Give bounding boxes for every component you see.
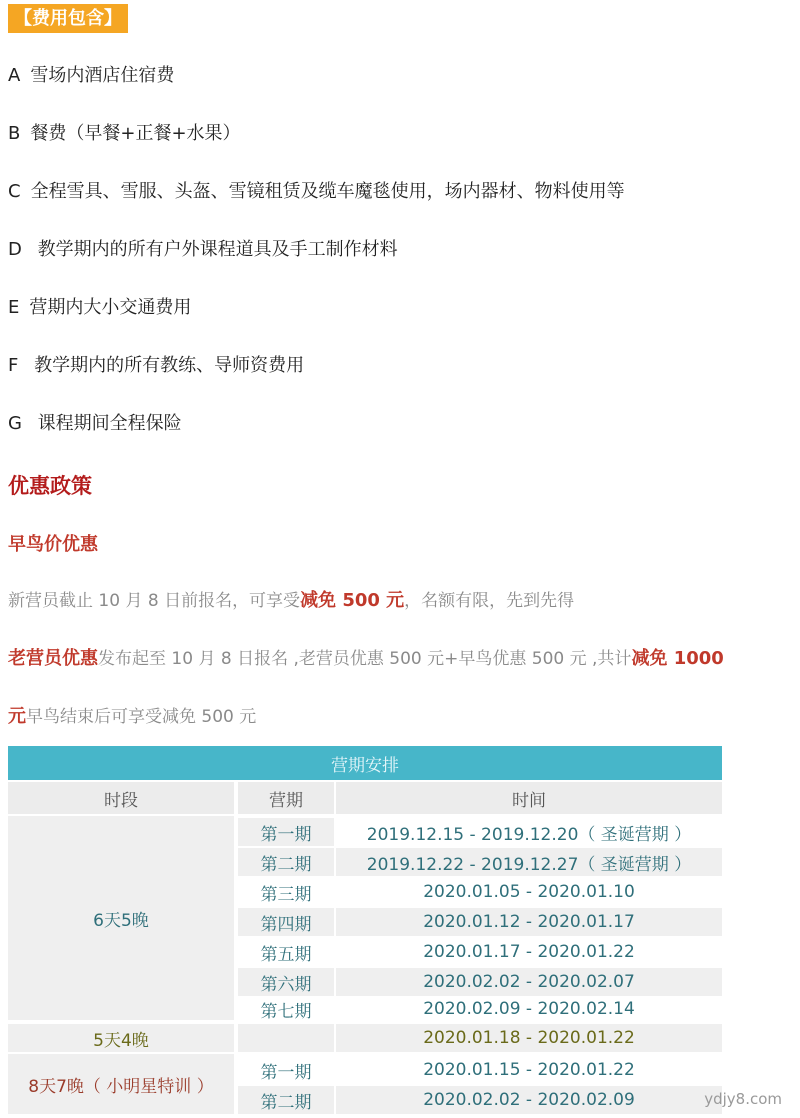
segment-cell: 6天5晚 bbox=[8, 816, 234, 1020]
fee-item-letter: E bbox=[8, 297, 20, 318]
fee-item-letter: B bbox=[8, 123, 21, 144]
time-cell: 2019.12.22 - 2019.12.27（ 圣诞营期 ） bbox=[336, 848, 722, 876]
policy-highlight: 减免 1000 bbox=[631, 648, 724, 669]
period-cell: 第一期 bbox=[238, 818, 334, 846]
fee-item-f bbox=[8, 354, 304, 378]
fee-item-text: 全程雪具、雪服、头盔、雪镜租赁及缆车魔毯使用，场内器材、物料使用等 bbox=[30, 181, 625, 202]
period-cell: 第四期 bbox=[238, 908, 334, 936]
period-cell: 第一期 bbox=[238, 1056, 334, 1084]
fee-item-g bbox=[8, 412, 182, 436]
segment-cell: 5天4晚 bbox=[8, 1024, 234, 1052]
fee-item-letter: A bbox=[8, 65, 21, 86]
fee-item-text: 营期内大小交通费用 bbox=[29, 297, 192, 318]
fee-item-letter: F bbox=[8, 355, 19, 376]
fee-item-a bbox=[8, 64, 174, 88]
segment-cell: 8天7晚（ 小明星特训 ） bbox=[8, 1054, 234, 1114]
period-cell: 第六期 bbox=[238, 968, 334, 996]
fee-item-text: 课程期间全程保险 bbox=[31, 413, 182, 434]
time-cell: 2020.02.02 - 2020.02.07 bbox=[336, 968, 722, 996]
period-cell: 第二期 bbox=[238, 848, 334, 876]
fee-item-e bbox=[8, 296, 191, 320]
period-cell bbox=[238, 1024, 334, 1052]
fee-item-letter: C bbox=[8, 181, 21, 202]
period-cell: 第七期 bbox=[238, 996, 334, 1022]
column-header-time: 时间 bbox=[336, 782, 722, 814]
period-cell: 第二期 bbox=[238, 1086, 334, 1114]
policy-highlight: 元 bbox=[8, 706, 26, 727]
policy-text: 新营员截止 10 月 8 日前报名，可享受 bbox=[8, 591, 301, 611]
fee-item-d bbox=[8, 238, 398, 262]
early-bird-title: 早鸟价优惠 bbox=[8, 534, 98, 555]
policy-text: ，名额有限，先到先得 bbox=[404, 591, 575, 611]
policy-line-old-member bbox=[8, 647, 724, 671]
period-cell: 第三期 bbox=[238, 878, 334, 906]
fee-item-b bbox=[8, 122, 241, 146]
fee-item-letter: D bbox=[8, 239, 22, 260]
fee-item-letter: G bbox=[8, 413, 22, 434]
policy-text: 早鸟结束后可享受减免 500 元 bbox=[26, 707, 257, 727]
schedule-title: 营期安排 bbox=[8, 746, 722, 780]
time-cell: 2020.01.15 - 2020.01.22 bbox=[336, 1056, 722, 1084]
policy-line-after-early-bird bbox=[8, 705, 256, 729]
time-cell: 2020.01.17 - 2020.01.22 bbox=[336, 938, 722, 966]
schedule-table bbox=[8, 746, 722, 1114]
fee-item-text: 教学期内的所有户外课程道具及手工制作材料 bbox=[31, 239, 398, 260]
time-cell: 2020.02.02 - 2020.02.09 bbox=[336, 1086, 722, 1114]
policy-line-new-member bbox=[8, 589, 574, 613]
time-cell: 2019.12.15 - 2019.12.20（ 圣诞营期 ） bbox=[336, 818, 722, 846]
time-cell: 2020.02.09 - 2020.02.14 bbox=[336, 996, 722, 1022]
policy-highlight: 老营员优惠 bbox=[8, 648, 98, 669]
column-header-period: 营期 bbox=[238, 782, 334, 814]
fee-item-c bbox=[8, 180, 625, 204]
fees-header: 【费用包含】 bbox=[8, 4, 128, 33]
fee-item-text: 教学期内的所有教练、导师资费用 bbox=[28, 355, 305, 376]
policy-highlight: 减免 500 元 bbox=[300, 590, 405, 611]
time-cell: 2020.01.12 - 2020.01.17 bbox=[336, 908, 722, 936]
time-cell: 2020.01.18 - 2020.01.22 bbox=[336, 1024, 722, 1052]
watermark: ydjy8.com bbox=[704, 1090, 782, 1108]
fee-item-text: 餐费（早餐+正餐+水果） bbox=[30, 123, 241, 144]
time-cell: 2020.01.05 - 2020.01.10 bbox=[336, 878, 722, 906]
column-header-segment: 时段 bbox=[8, 782, 234, 814]
policy-title: 优惠政策 bbox=[8, 474, 92, 498]
period-cell: 第五期 bbox=[238, 938, 334, 966]
fee-item-text: 雪场内酒店住宿费 bbox=[30, 65, 175, 86]
policy-text: 发布起至 10 月 8 日报名 ,老营员优惠 500 元+早鸟优惠 500 元 ,共计 bbox=[98, 649, 632, 669]
